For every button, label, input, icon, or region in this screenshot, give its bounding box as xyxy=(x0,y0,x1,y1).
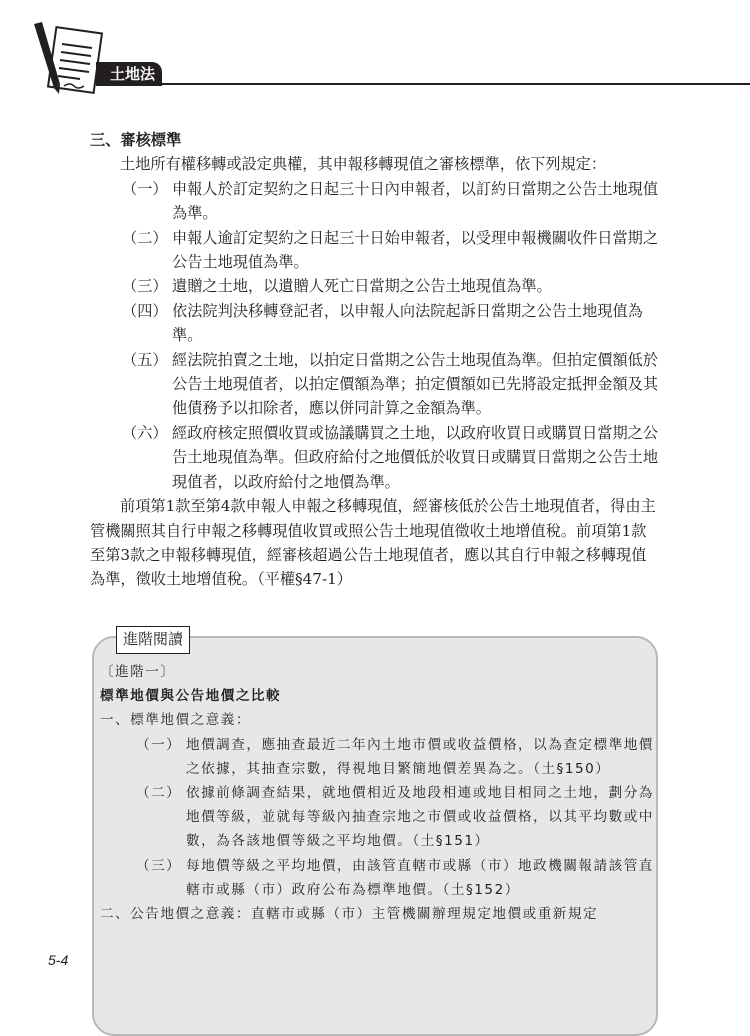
list-item xyxy=(90,274,660,298)
item-number: （三） xyxy=(122,277,168,296)
item-text: 依法院判決移轉登記者，以申報人向法院起訴日當期之公告土地現值為準。 xyxy=(172,301,643,345)
page-header xyxy=(0,0,750,110)
list-item xyxy=(100,781,656,854)
item-text: 依據前條調查結果，就地價相近及地段相連或地目相同之土地，劃分為地價等級，並就每等級內抽查宗地之市價或收益價格，以其平均數或中數，為各該地價等級之平均地價。（土§151） xyxy=(186,785,654,850)
item-text: 每地價等級之平均地價，由該管直轄市或縣（市）地政機關報請該管直轄市或縣（市）政府公布為標準地價。（土§152） xyxy=(186,857,654,898)
item-number: （一） xyxy=(136,736,182,753)
section-title: 三、審核標準 xyxy=(90,131,182,149)
list-item xyxy=(100,854,656,902)
main-content xyxy=(90,128,660,592)
list-item xyxy=(90,421,660,494)
chapter-tag: 土地法 xyxy=(96,62,162,86)
advanced-reading-content xyxy=(100,660,656,926)
part1-title: 一、標準地價之意義： xyxy=(100,712,251,729)
item-text: 申報人於訂定契約之日起三十日內申報者，以訂約日當期之公告土地現值為準。 xyxy=(172,179,658,223)
intro-paragraph: 土地所有權移轉或設定典權，其申報移轉現值之審核標準，依下列規定： xyxy=(120,155,606,174)
list-item xyxy=(90,348,660,421)
item-number: （二） xyxy=(122,228,168,247)
item-number: （五） xyxy=(122,350,168,369)
list-item xyxy=(100,733,656,781)
advanced-subtitle: 〔進階一〕 xyxy=(100,664,176,680)
item-number: （一） xyxy=(122,179,168,198)
item-text: 地價調查，應抽查最近二年內土地市價或收益價格，以為查定標準地價之依據，其抽查宗數，得視地目繁簡地價差異為之。（土§150） xyxy=(186,736,654,777)
item-number: （六） xyxy=(122,423,168,442)
advanced-reading-tab: 進階閱讀 xyxy=(116,626,190,654)
item-number: （四） xyxy=(122,301,168,320)
advanced-heading: 標準地價與公告地價之比較 xyxy=(100,688,282,705)
item-text: 經政府核定照價收買或協議購買之土地，以政府收買日或購買日當期之公告土地現值為準。但政府給付之地價低於收買日或購買日當期之公告土地現值者，以政府給付之地價為準。 xyxy=(172,423,658,491)
item-text: 經法院拍賣之土地，以拍定日當期之公告土地現值為準。但拍定價額低於公告土地現值者，以拍定價額為準；拍定價額如已先將設定抵押金額及其他債務予以扣除者，應以併同計算之金額為準。 xyxy=(172,350,658,418)
header-rule xyxy=(158,83,750,85)
closing-paragraph: 前項第1款至第4款申報人申報之移轉現值，經審核低於公告土地現值者，得由主管機關照其自行申報之移轉現值收買或照公告土地現值徵收土地增值稅。前項第1款至第3款之申報移轉現值，經審核超過公告土地現值者，應以其自行申報之移轉現值為準，徵收土地增值稅。（平權§47-1） xyxy=(90,497,656,589)
list-item xyxy=(90,299,660,348)
part2-title: 二、公告地價之意義：直轄市或縣（市）主管機關辦理規定地價或重新規定 xyxy=(100,906,599,923)
page-number: 5-4 xyxy=(48,952,69,968)
item-text: 遺贈之土地，以遺贈人死亡日當期之公告土地現值為準。 xyxy=(172,277,552,296)
list-item xyxy=(90,226,660,275)
item-text: 申報人逾訂定契約之日起三十日始申報者，以受理申報機關收件日當期之公告土地現值為準。 xyxy=(172,228,658,272)
list-item xyxy=(90,177,660,226)
item-number: （二） xyxy=(136,785,182,802)
item-number: （三） xyxy=(136,857,182,874)
